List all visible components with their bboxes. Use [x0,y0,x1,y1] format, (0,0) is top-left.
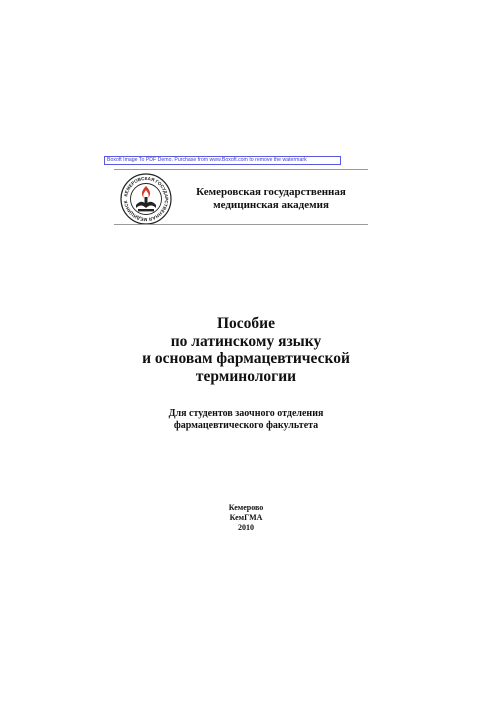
institution-name [180,186,362,212]
institution-line-1: Кемеровская государственная [196,186,346,198]
watermark-banner [104,156,341,165]
imprint-year: 2010 [238,523,254,532]
title-line-4: терминологии [195,367,297,385]
imprint-city: Кемерово [228,503,264,512]
subtitle-line-1: Для студентов заочного отделения [168,408,324,419]
imprint [196,503,296,533]
subtitle-line-2: фармацевтического факультета [173,420,319,431]
academy-emblem-icon [120,173,172,225]
imprint-publisher: КемГМА [229,513,263,522]
emblem-ring-text: КЕМЕРОВСКАЯ ГОСУДАРСТВЕННАЯ МЕДИЦИНСК [123,175,170,223]
title-line-2: по латинскому языку [170,332,322,350]
watermark-text: Boxoft Image To PDF Demo. Purchase from www.Boxoft.com to remove the watermark [107,157,307,163]
header-bottom-rule [114,224,368,225]
header-top-rule [114,169,368,170]
institution-line-2: медицинская академия [213,199,329,211]
document-title [90,315,402,385]
document-subtitle [120,408,372,432]
title-line-1: Пособие [217,315,275,332]
title-line-3: и основам фармацевтической [142,350,350,367]
